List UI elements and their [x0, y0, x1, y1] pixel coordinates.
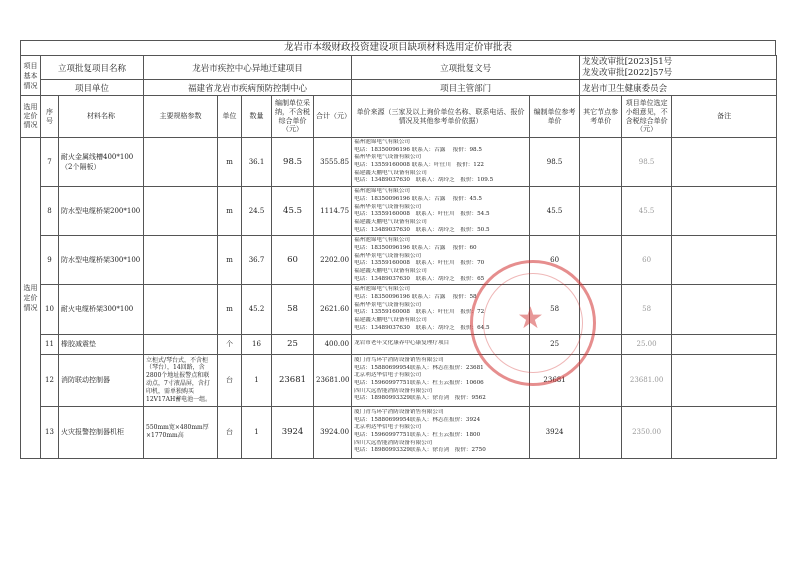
section-label-pricing: 选用定价情况: [21, 96, 41, 138]
docno-label: 立项批复文号: [352, 56, 580, 80]
row-remark: [672, 187, 777, 236]
source-line: 电话：18350096196 联系人：古露 报价：45.5: [354, 195, 482, 202]
row-other-price: [580, 138, 622, 187]
source-line: 福建鑫天鹏电气设备有限公司: [354, 268, 427, 274]
row-spec: [144, 187, 218, 236]
col-header-qty: 数量: [242, 96, 272, 138]
row-source: [352, 354, 530, 406]
col-header-price: 编制单位采纳，不含税综合单价（元）: [272, 96, 314, 138]
row-remark: [672, 285, 777, 334]
source-line: 龙岩市老年文化康养中心康复理疗项目: [354, 340, 450, 347]
col-header-source: 单价来源（三家及以上询价单位名称、联系电话、报价情况及其他参考单价依据）: [352, 96, 530, 138]
section-label-pricing-2: 选用定价情况: [21, 138, 41, 459]
source-line: 电话：15880699954联系人：林志在报价：3924: [354, 416, 481, 423]
table-row: [21, 138, 777, 187]
dept-value: 龙岩市卫生健康委员会: [580, 80, 777, 96]
row-total: 23681.00: [314, 354, 352, 406]
row-total: 1114.75: [314, 187, 352, 236]
row-price: 25: [272, 334, 314, 354]
source-line: 电话：13489037630 联系人：胡玲芝 报价：64.5: [354, 324, 490, 331]
row-price: 98.5: [272, 138, 314, 187]
row-material: 防水型电缆桥架200*100: [59, 187, 144, 236]
source-line: 福州华景电气设备有限公司: [354, 252, 422, 259]
row-ref-price: 3924: [530, 406, 580, 458]
form-table: [20, 55, 777, 459]
col-header-remark: 备注: [672, 96, 777, 138]
row-ref-price: 58: [530, 285, 580, 334]
col-header-ref-price: 编制单位参考单价: [530, 96, 580, 138]
row-qty: 24.5: [242, 187, 272, 236]
source-line: 电话：15880699954联系人：林志在报价：23681: [354, 364, 484, 371]
row-source: [352, 406, 530, 458]
row-total: 400.00: [314, 334, 352, 354]
source-line: 电话：13559160008 联系人：叶仕川 报价：72: [354, 309, 485, 316]
row-seq: 7: [41, 138, 59, 187]
row-other-price: [580, 236, 622, 285]
row-approved: 2350.00: [622, 406, 672, 458]
row-unit: 台: [218, 406, 242, 458]
row-ref-price: 23681: [530, 354, 580, 406]
source-line: 福州池锦电气有限公司: [354, 286, 411, 293]
project-name-value: 龙岩市疾控中心异地迁建项目: [144, 56, 352, 80]
source-line: 电话：15960997751联系人：杜玉云报价：10606: [354, 380, 484, 386]
source-line: 电话：15960997751联系人：杜玉云报价：1800: [354, 432, 481, 438]
source-line: 电话：18980993329联系人：徐育剑 报价：9562: [354, 395, 486, 402]
row-spec: [144, 334, 218, 354]
row-remark: [672, 406, 777, 458]
row-qty: 45.2: [242, 285, 272, 334]
row-qty: 1: [242, 406, 272, 458]
row-remark: [672, 354, 777, 406]
row-ref-price: 45.5: [530, 187, 580, 236]
row-seq: 9: [41, 236, 59, 285]
info-row-name: [21, 56, 777, 80]
row-approved: 98.5: [622, 138, 672, 187]
source-line: 福州华景电气设备有限公司: [354, 301, 422, 308]
row-unit: m: [218, 236, 242, 285]
source-line: 厦门青鸟环宇消防设备销售有限公司: [354, 408, 444, 415]
table-row: [21, 406, 777, 458]
source-line: 电话：13489037630 联系人：胡玲芝 报价：109.5: [354, 177, 494, 184]
col-header-other-price: 其它节点参考单价: [580, 96, 622, 138]
source-line: 北京利达华信电子有限公司: [354, 424, 422, 431]
source-line: 福建鑫天鹏电气设备有限公司: [354, 317, 427, 324]
source-line: 电话：13489037630 联系人：胡玲芝 报价：50.5: [354, 226, 490, 233]
row-source: [352, 285, 530, 334]
row-unit: 台: [218, 354, 242, 406]
row-qty: 36.1: [242, 138, 272, 187]
row-other-price: [580, 187, 622, 236]
row-source: [352, 187, 530, 236]
row-other-price: [580, 285, 622, 334]
row-spec: 立柜式/琴台式，不含柜（琴台），14回路，含2800个地址报警点和联动点，7寸液晶屏，含打印机，需单独购买12V17AH蓄电池一组。: [144, 354, 218, 406]
project-unit-value: 福建省龙岩市疾病预防控制中心: [144, 80, 352, 96]
row-spec: [144, 138, 218, 187]
seal-star-icon: ★: [517, 301, 544, 336]
table-row: [21, 285, 777, 334]
approval-form: [20, 40, 776, 459]
row-qty: 36.7: [242, 236, 272, 285]
row-approved: 58: [622, 285, 672, 334]
row-approved: 60: [622, 236, 672, 285]
row-approved: 25.00: [622, 334, 672, 354]
row-price: 45.5: [272, 187, 314, 236]
col-header-spec: 主要规格参数: [144, 96, 218, 138]
col-header-approved: 项目单位选定小组意见，不含税综合单价（元）: [622, 96, 672, 138]
row-price: 58: [272, 285, 314, 334]
table-row: [21, 354, 777, 406]
row-price: 3924: [272, 406, 314, 458]
row-remark: [672, 138, 777, 187]
source-line: 电话：18350096196 联系人：古露 报价：58: [354, 294, 477, 301]
source-line: 厦门青鸟环宇消防设备销售有限公司: [354, 356, 444, 363]
source-line: 四川大远智能消防设备有限公司: [354, 439, 433, 446]
docno-line-2: 龙发改审批[2022]57号: [582, 67, 673, 78]
source-line: 电话：18980993329联系人：徐育剑 报价：2750: [354, 447, 486, 454]
source-line: 福建鑫天鹏电气设备有限公司: [354, 169, 427, 176]
row-qty: 1: [242, 354, 272, 406]
source-line: 福州华景电气设备有限公司: [354, 203, 422, 210]
row-other-price: [580, 406, 622, 458]
docno-line-1: 龙发改审批[2023]51号: [582, 56, 673, 67]
project-unit-label: 项目单位: [41, 80, 144, 96]
source-line: 电话：13559160008 联系人：叶仕川 报价：122: [354, 162, 484, 169]
row-seq: 12: [41, 354, 59, 406]
col-header-material: 材料名称: [59, 96, 144, 138]
source-line: 福州华景电气设备有限公司: [354, 154, 422, 161]
row-ref-price: 98.5: [530, 138, 580, 187]
row-total: 2621.60: [314, 285, 352, 334]
row-material: 耐火金属线槽400*100（2个隔板）: [59, 138, 144, 187]
source-line: 福州池锦电气有限公司: [354, 237, 411, 244]
section-label-basic: 项目基本情况: [21, 56, 41, 96]
row-qty: 16: [242, 334, 272, 354]
source-line: 电话：18350096196 联系人：古露 报价：60: [354, 244, 477, 251]
col-header-total: 合计（元）: [314, 96, 352, 138]
row-spec: [144, 236, 218, 285]
row-source: [352, 334, 530, 354]
row-unit: m: [218, 138, 242, 187]
source-line: 四川大远智能消防设备有限公司: [354, 387, 433, 394]
form-title: 龙岩市本级财政投资建设项目缺项材料选用定价审批表: [20, 40, 776, 55]
row-material: 火灾报警控制器机柜: [59, 406, 144, 458]
row-spec: 550mm宽×480mm厚×1770mm高: [144, 406, 218, 458]
row-ref-price: 60: [530, 236, 580, 285]
row-remark: [672, 334, 777, 354]
table-row: [21, 334, 777, 354]
row-remark: [672, 236, 777, 285]
project-name-label: 立项批复项目名称: [41, 56, 144, 80]
row-price: 60: [272, 236, 314, 285]
col-header-unit: 单位: [218, 96, 242, 138]
source-line: 电话：13559160008 联系人：叶仕川 报价：54.5: [354, 211, 490, 218]
row-seq: 8: [41, 187, 59, 236]
col-header-seq: 序号: [41, 96, 59, 138]
source-line: 福州池锦电气有限公司: [354, 188, 411, 195]
table-row: [21, 236, 777, 285]
row-ref-price: 25: [530, 334, 580, 354]
row-material: 防水型电缆桥架300*100: [59, 236, 144, 285]
row-other-price: [580, 354, 622, 406]
row-seq: 11: [41, 334, 59, 354]
column-header-row: [21, 96, 777, 138]
row-price: 23681: [272, 354, 314, 406]
row-approved: 45.5: [622, 187, 672, 236]
row-total: 3924.00: [314, 406, 352, 458]
row-approved: 23681.00: [622, 354, 672, 406]
row-seq: 10: [41, 285, 59, 334]
table-row: [21, 187, 777, 236]
source-line: 福建鑫天鹏电气设备有限公司: [354, 218, 427, 225]
row-total: 2202.00: [314, 236, 352, 285]
row-other-price: [580, 334, 622, 354]
row-unit: m: [218, 285, 242, 334]
source-line: 福州池锦电气有限公司: [354, 139, 411, 145]
row-unit: m: [218, 187, 242, 236]
source-line: 北京利达华信电子有限公司: [354, 372, 422, 379]
row-total: 3555.85: [314, 138, 352, 187]
row-material: 耐火电缆桥架300*100: [59, 285, 144, 334]
row-spec: [144, 285, 218, 334]
row-source: [352, 236, 530, 285]
row-unit: 个: [218, 334, 242, 354]
docno-value: [580, 56, 777, 80]
source-line: 电话：13489037630 联系人：胡玲芝 报价：65: [354, 275, 485, 282]
row-material: 消防联动控制器: [59, 354, 144, 406]
source-line: 电话：13559160008 联系人：叶仕川 报价：70: [354, 260, 485, 267]
row-material: 橡胶减震垫: [59, 334, 144, 354]
row-source: [352, 138, 530, 187]
source-line: 电话：18350096196 联系人：古露 报价：98.5: [354, 146, 482, 153]
dept-label: 项目主管部门: [352, 80, 580, 96]
row-seq: 13: [41, 406, 59, 458]
info-row-unit: [21, 80, 777, 96]
